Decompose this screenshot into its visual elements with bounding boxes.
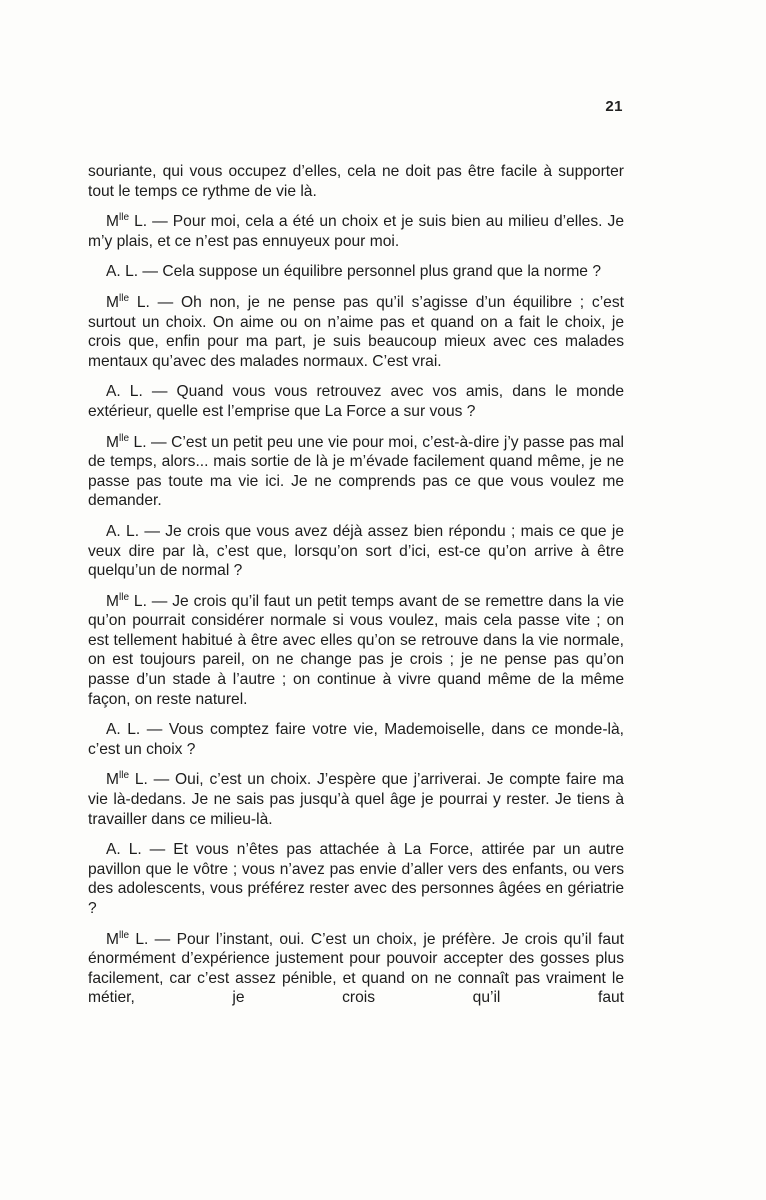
- speaker-label: [106, 771, 148, 788]
- speaker-initial: L.: [129, 293, 150, 311]
- interview-text: [88, 162, 624, 1019]
- speaker-name: A. L.: [106, 263, 139, 281]
- speaker-name: M: [106, 771, 119, 789]
- paragraph-text: — Je crois qu’il faut un petit temps avant de se remettre dans la vie qu’on pourrait considérer normale si vous voulez, mais cela passe vite ; on est tellement habitué à être avec elles qu’on se retrouve dans la vie normale, on est toujours pareil, on ne change pas je crois ; je ne pense pas qu’on passe d’un stade à l’autre ; on continue à vivre quand même de la même façon, on reste naturel.: [88, 592, 624, 708]
- speaker-label: [106, 523, 139, 540]
- paragraph-text: — Oui, c’est un choix. J’espère que j’arriverai. Je compte faire ma vie là-dedans. Je ne sais pas jusqu’à quel âge je pourrai y rester. Je tiens à travailler dans ce milieu-là.: [88, 771, 624, 828]
- paragraph: [88, 382, 624, 421]
- speaker-name: A. L.: [106, 522, 140, 540]
- speaker-label: [106, 721, 140, 738]
- paragraph-text: — Pour moi, cela a été un choix et je suis bien au milieu d’elles. Je m’y plais, et ce n’est pas ennuyeux pour moi.: [88, 213, 625, 250]
- paragraph: [88, 262, 624, 282]
- speaker-name: M: [106, 930, 119, 948]
- speaker-title-superscript: lle: [119, 292, 130, 304]
- paragraph: [88, 433, 624, 511]
- speaker-initial: L.: [129, 213, 148, 231]
- paragraph-text: — Pour l’instant, oui. C’est un choix, je préfère. Je crois qu’il faut énormément d’expérience justement pour pouvoir accepter des gosses plus facilement, car c’est assez pénible, et quand on ne connaît pas vraiment le métier, je crois qu’il faut: [88, 930, 624, 1007]
- page-number: 21: [605, 98, 623, 115]
- speaker-label: [106, 593, 147, 610]
- speaker-label: [106, 213, 147, 230]
- speaker-name: A. L.: [106, 841, 142, 859]
- speaker-initial: L.: [129, 433, 147, 451]
- speaker-title-superscript: lle: [119, 591, 130, 603]
- speaker-title-superscript: lle: [119, 432, 130, 444]
- paragraph: [88, 162, 624, 201]
- paragraph: [88, 930, 624, 1008]
- paragraph-text: souriante, qui vous occupez d’elles, cela ne doit pas être facile à supporter tout le temps ce rythme de vie là.: [88, 163, 624, 200]
- speaker-title-superscript: lle: [119, 770, 130, 782]
- paragraph: [88, 293, 624, 371]
- speaker-initial: L.: [129, 930, 149, 948]
- speaker-name: M: [106, 433, 119, 451]
- speaker-initial: L.: [129, 592, 147, 610]
- paragraph: [88, 212, 624, 251]
- speaker-name: A. L.: [106, 721, 141, 739]
- speaker-initial: L.: [129, 771, 148, 789]
- paragraph: [88, 720, 624, 759]
- paragraph-text: — Je crois que vous avez déjà assez bien répondu ; mais ce que je veux dire par là, c’est que, lorsqu’on sort d’ici, est-ce qu’on arrive à être quelqu’un de normal ?: [88, 522, 624, 580]
- speaker-title-superscript: lle: [119, 929, 130, 941]
- speaker-label: [106, 383, 143, 400]
- speaker-label: [106, 931, 148, 948]
- speaker-name: M: [106, 213, 119, 231]
- speaker-name: A. L.: [106, 383, 143, 401]
- paragraph: [88, 522, 624, 581]
- paragraph-text: — Cela suppose un équilibre personnel plus grand que la norme ?: [138, 263, 601, 281]
- speaker-name: M: [106, 293, 119, 311]
- speaker-label: [106, 434, 147, 451]
- paragraph-text: — Quand vous vous retrouvez avec vos amis, dans le monde extérieur, quelle est l’emprise que La Force a sur vous ?: [88, 383, 624, 420]
- paragraph: [88, 840, 624, 918]
- paragraph: [88, 770, 624, 829]
- speaker-name: M: [106, 592, 119, 610]
- paragraph-text: — Oh non, je ne pense pas qu’il s’agisse d’un équilibre ; c’est surtout un choix. On aime ou on n’aime pas et quand on a fait le choix, je crois que, enfin pour ma part, je suis beaucoup mieux avec ces malades mentaux qu’avec des malades normaux. C’est vrai.: [88, 293, 624, 370]
- paragraph-text: — Vous comptez faire votre vie, Mademoiselle, dans ce monde-là, c’est un choix ?: [88, 721, 624, 758]
- speaker-label: [106, 841, 142, 858]
- speaker-label: [106, 294, 150, 311]
- paragraph-text: — Et vous n’êtes pas attachée à La Force, attirée par un autre pavillon que le vôtre ; vous n’avez pas envie d’aller vers des enfants, ou vers des adolescents, vous préférez rester avec des personnes âgées en gériatrie ?: [88, 841, 624, 917]
- paragraph-text: — C’est un petit peu une vie pour moi, c’est-à-dire j’y passe pas mal de temps, alors... mais sortie de là je m’évade facilement quand même, je ne passe pas toute ma vie ici. Je ne comprends pas ce que vous voulez me demander.: [88, 433, 624, 510]
- speaker-label: [106, 263, 138, 280]
- speaker-title-superscript: lle: [119, 212, 130, 224]
- paragraph: [88, 592, 624, 710]
